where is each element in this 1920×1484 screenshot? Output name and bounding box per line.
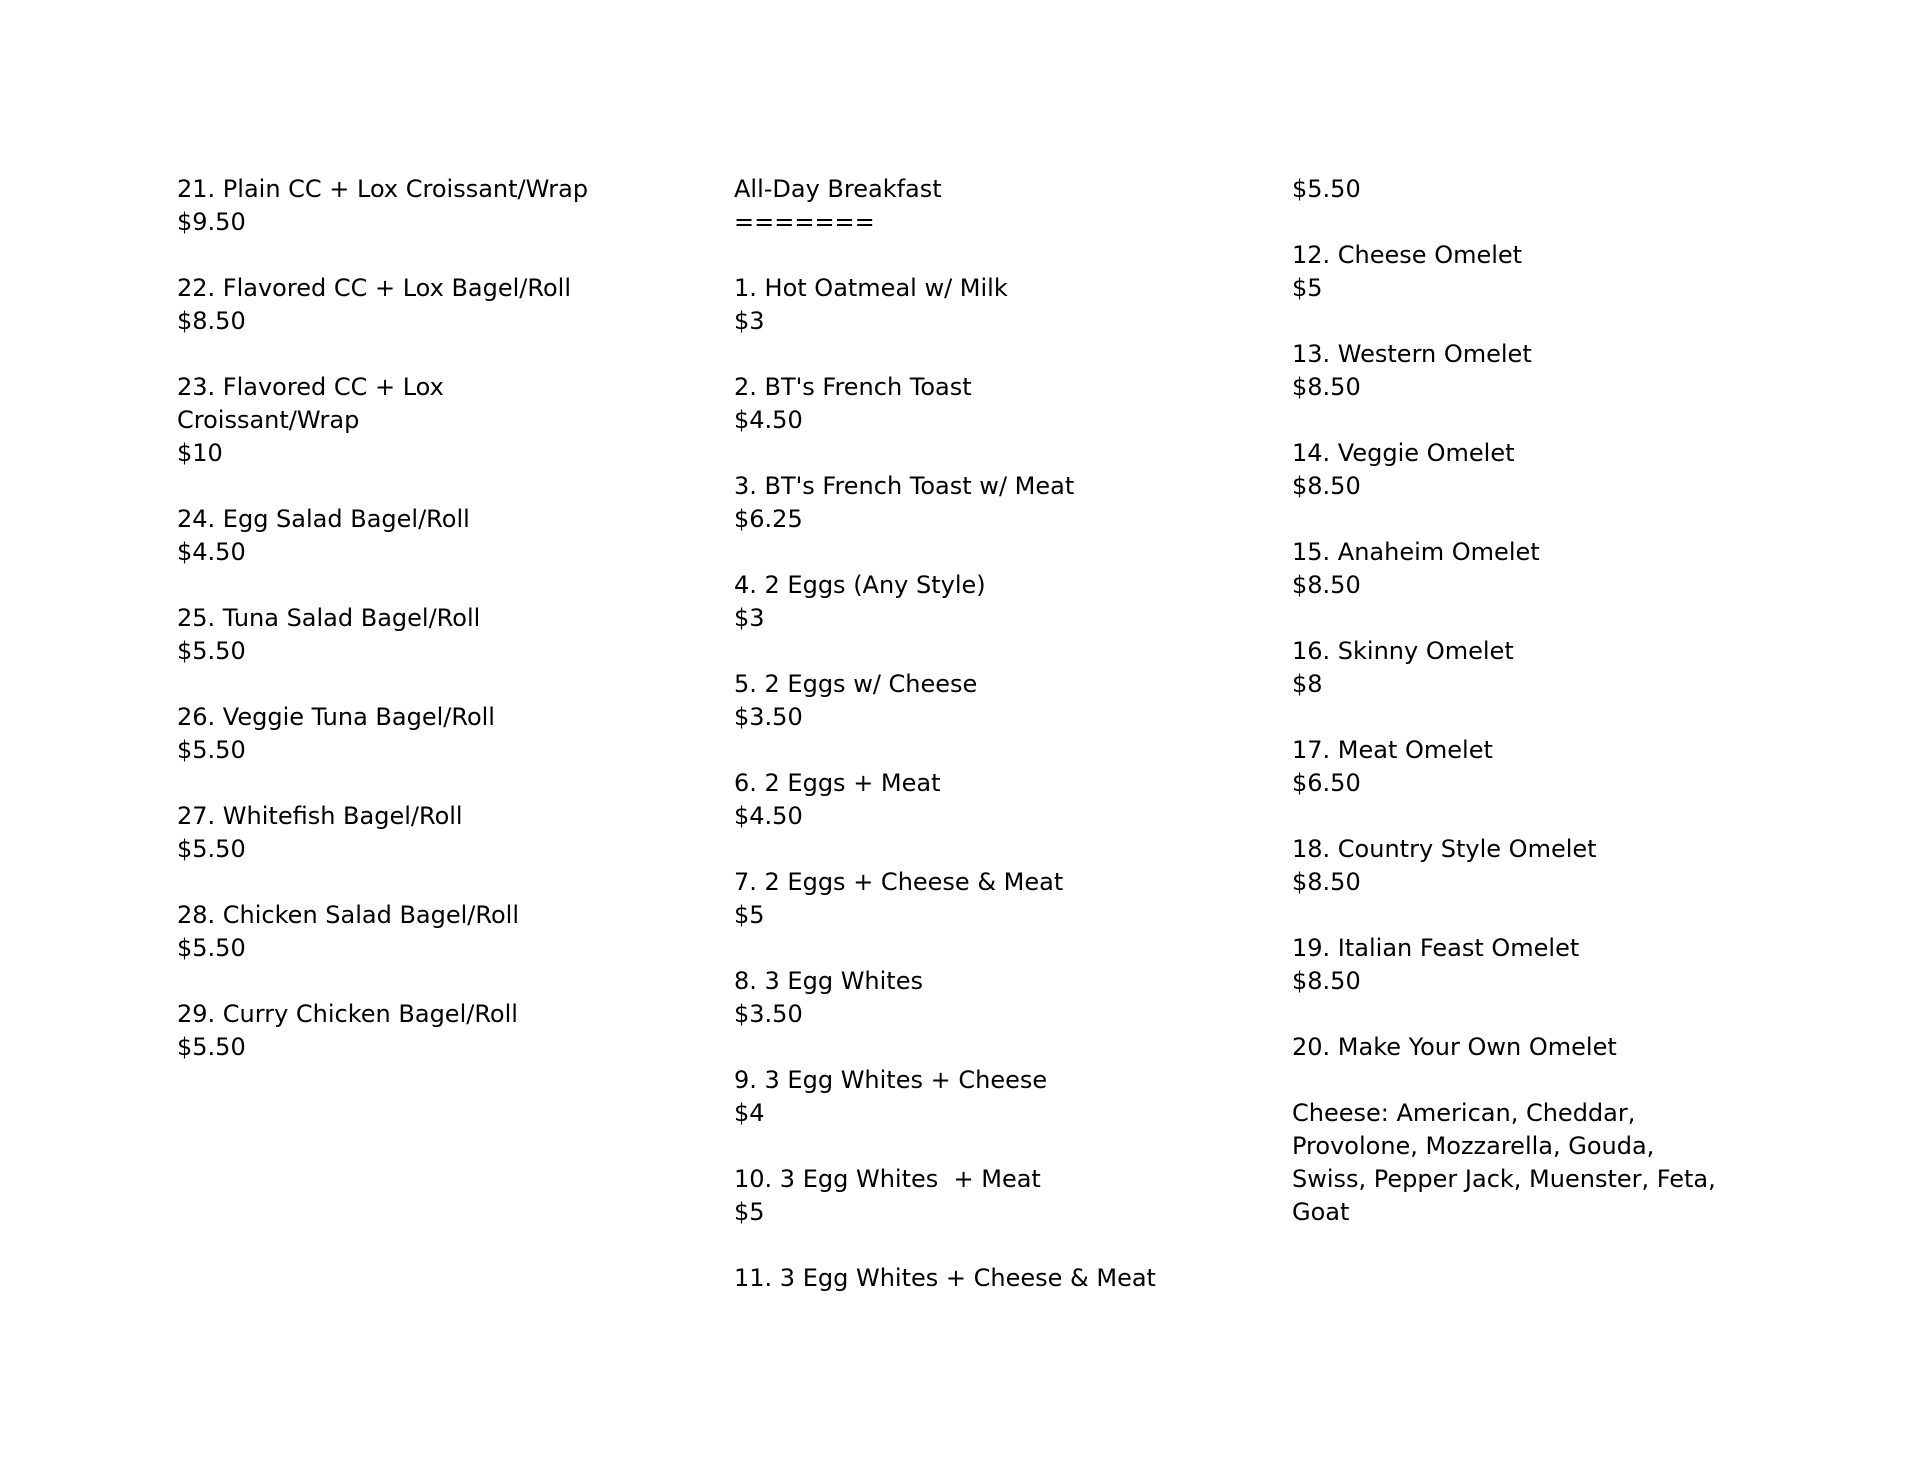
menu-item-price: $4.50 bbox=[177, 538, 246, 566]
menu-item bbox=[1292, 338, 1812, 404]
menu-item bbox=[734, 668, 1274, 734]
menu-item-continued bbox=[1292, 173, 1812, 206]
menu-item-name: 11. 3 Egg Whites + Cheese & Meat bbox=[734, 1264, 1156, 1292]
menu-item-price: $5.50 bbox=[177, 1033, 246, 1061]
menu-item-name: 19. Italian Feast Omelet bbox=[1292, 934, 1580, 962]
menu-item-price: $5.50 bbox=[1292, 175, 1361, 203]
menu-item-price: $3.50 bbox=[734, 1000, 803, 1028]
menu-item-price: $3.50 bbox=[734, 703, 803, 731]
menu-item-price: $6.50 bbox=[1292, 769, 1361, 797]
menu-item bbox=[734, 371, 1274, 437]
menu-item bbox=[734, 569, 1274, 635]
section-divider: ======= bbox=[734, 208, 875, 236]
section-title: All-Day Breakfast bbox=[734, 175, 942, 203]
menu-item bbox=[177, 602, 717, 668]
menu-item-name: 10. 3 Egg Whites + Meat bbox=[734, 1165, 1041, 1193]
menu-item-price: $5.50 bbox=[177, 934, 246, 962]
menu-item bbox=[1292, 635, 1812, 701]
menu-item-price: $8.50 bbox=[1292, 571, 1361, 599]
menu-item-name-continued: Croissant/Wrap bbox=[177, 406, 360, 434]
menu-item bbox=[734, 1163, 1274, 1229]
menu-item-name: 27. Whitefish Bagel/Roll bbox=[177, 802, 463, 830]
menu-item-name: 15. Anaheim Omelet bbox=[1292, 538, 1540, 566]
menu-item-price: $8 bbox=[1292, 670, 1323, 698]
menu-item-name: 12. Cheese Omelet bbox=[1292, 241, 1523, 269]
menu-item-name: 9. 3 Egg Whites + Cheese bbox=[734, 1066, 1048, 1094]
menu-item-name: 2. BT's French Toast bbox=[734, 373, 972, 401]
menu-item bbox=[1292, 833, 1812, 899]
menu-item-price: $8.50 bbox=[1292, 868, 1361, 896]
menu-item bbox=[177, 998, 717, 1064]
menu-item-price: $4.50 bbox=[734, 406, 803, 434]
menu-item-price: $10 bbox=[177, 439, 223, 467]
menu-item-name: 25. Tuna Salad Bagel/Roll bbox=[177, 604, 481, 632]
menu-item-name: 23. Flavored CC + Lox bbox=[177, 373, 444, 401]
section-header bbox=[734, 173, 1274, 239]
menu-item-name: 16. Skinny Omelet bbox=[1292, 637, 1514, 665]
cheese-note-line: Swiss, Pepper Jack, Muenster, Feta, bbox=[1292, 1165, 1716, 1193]
menu-item-price: $3 bbox=[734, 307, 765, 335]
menu-item-price: $5.50 bbox=[177, 637, 246, 665]
menu-item bbox=[1292, 932, 1812, 998]
menu-column-1 bbox=[177, 173, 717, 1064]
menu-item-name: 26. Veggie Tuna Bagel/Roll bbox=[177, 703, 495, 731]
menu-item-name: 24. Egg Salad Bagel/Roll bbox=[177, 505, 470, 533]
menu-item bbox=[734, 470, 1274, 536]
menu-item-name: 17. Meat Omelet bbox=[1292, 736, 1493, 764]
menu-item-price: $3 bbox=[734, 604, 765, 632]
menu-item bbox=[734, 965, 1274, 1031]
menu-item bbox=[1292, 536, 1812, 602]
menu-item-name: 21. Plain CC + Lox Croissant/Wrap bbox=[177, 175, 589, 203]
menu-item bbox=[734, 767, 1274, 833]
menu-item-price: $5.50 bbox=[177, 736, 246, 764]
menu-item-price: $5 bbox=[1292, 274, 1323, 302]
menu-item-price: $8.50 bbox=[1292, 373, 1361, 401]
menu-item bbox=[734, 272, 1274, 338]
menu-item bbox=[177, 503, 717, 569]
menu-item bbox=[1292, 437, 1812, 503]
menu-item bbox=[177, 272, 717, 338]
menu-item-name: 6. 2 Eggs + Meat bbox=[734, 769, 941, 797]
menu-item bbox=[1292, 239, 1812, 305]
menu-item-price: $5 bbox=[734, 901, 765, 929]
cheese-note-line: Goat bbox=[1292, 1198, 1350, 1226]
menu-item-name: 1. Hot Oatmeal w/ Milk bbox=[734, 274, 1008, 302]
menu-item-price: $4.50 bbox=[734, 802, 803, 830]
menu-item bbox=[177, 173, 717, 239]
menu-item-name: 18. Country Style Omelet bbox=[1292, 835, 1597, 863]
menu-column-2 bbox=[734, 173, 1274, 1295]
menu-item bbox=[177, 701, 717, 767]
menu-item-name: 3. BT's French Toast w/ Meat bbox=[734, 472, 1075, 500]
menu-item bbox=[177, 800, 717, 866]
menu-item-name: 14. Veggie Omelet bbox=[1292, 439, 1515, 467]
menu-item bbox=[177, 899, 717, 965]
menu-item-price: $8.50 bbox=[1292, 967, 1361, 995]
cheese-options-note bbox=[1292, 1097, 1812, 1229]
menu-item-name: 20. Make Your Own Omelet bbox=[1292, 1033, 1617, 1061]
menu-item-price: $6.25 bbox=[734, 505, 803, 533]
menu-item-price: $9.50 bbox=[177, 208, 246, 236]
menu-item-name: 7. 2 Eggs + Cheese & Meat bbox=[734, 868, 1064, 896]
menu-item-name: 29. Curry Chicken Bagel/Roll bbox=[177, 1000, 518, 1028]
menu-item bbox=[177, 371, 717, 470]
menu-item bbox=[1292, 1031, 1812, 1064]
menu-item bbox=[734, 866, 1274, 932]
menu-item-name: 4. 2 Eggs (Any Style) bbox=[734, 571, 986, 599]
menu-item-name: 22. Flavored CC + Lox Bagel/Roll bbox=[177, 274, 571, 302]
menu-item-name: 5. 2 Eggs w/ Cheese bbox=[734, 670, 978, 698]
menu-item-price: $5.50 bbox=[177, 835, 246, 863]
menu-item bbox=[1292, 734, 1812, 800]
cheese-note-line: Cheese: American, Cheddar, bbox=[1292, 1099, 1636, 1127]
menu-item-name: 28. Chicken Salad Bagel/Roll bbox=[177, 901, 519, 929]
cheese-note-line: Provolone, Mozzarella, Gouda, bbox=[1292, 1132, 1655, 1160]
menu-item-price: $5 bbox=[734, 1198, 765, 1226]
menu-item bbox=[734, 1064, 1274, 1130]
menu-item-price: $4 bbox=[734, 1099, 765, 1127]
menu-item-price: $8.50 bbox=[1292, 472, 1361, 500]
menu-column-3 bbox=[1292, 173, 1812, 1229]
menu-item-name: 8. 3 Egg Whites bbox=[734, 967, 923, 995]
menu-item-name: 13. Western Omelet bbox=[1292, 340, 1532, 368]
menu-item bbox=[734, 1262, 1274, 1295]
menu-item-price: $8.50 bbox=[177, 307, 246, 335]
